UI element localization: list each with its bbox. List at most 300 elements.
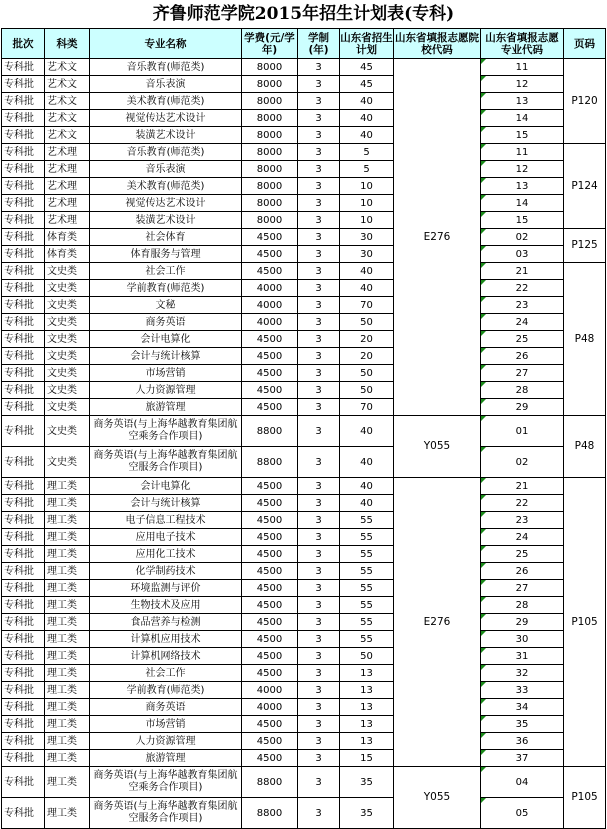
cell-zydm [481, 733, 564, 750]
cell-jh: 45 [340, 76, 394, 93]
cell-xf: 8000 [242, 59, 298, 76]
cell-kl: 体育类 [45, 229, 90, 246]
cell-jh: 55 [340, 529, 394, 546]
green-triangle-marker-icon [481, 348, 486, 353]
table-row [2, 178, 606, 195]
cell-zydm [481, 699, 564, 716]
cell-ym: P125 [564, 229, 606, 263]
cell-xz: 3 [298, 478, 340, 495]
cell-jh: 30 [340, 229, 394, 246]
cell-zy: 食品营养与检测 [90, 614, 242, 631]
cell-xf: 8800 [242, 416, 298, 447]
table-row [2, 195, 606, 212]
green-triangle-marker-icon [481, 297, 486, 302]
cell-kl: 理工类 [45, 798, 90, 829]
table-row [2, 597, 606, 614]
cell-kl: 艺术理 [45, 161, 90, 178]
cell-xz: 3 [298, 631, 340, 648]
green-triangle-marker-icon [481, 682, 486, 687]
cell-jh: 55 [340, 512, 394, 529]
cell-xf: 4500 [242, 563, 298, 580]
cell-xz: 3 [298, 546, 340, 563]
header-yxdm: 山东省填报志愿院校代码 [394, 29, 481, 59]
cell-zydm-text: 30 [515, 633, 529, 645]
cell-xz: 3 [298, 716, 340, 733]
cell-zy: 音乐教育(师范类) [90, 59, 242, 76]
cell-zydm-text: 35 [515, 718, 529, 730]
cell-xz: 3 [298, 798, 340, 829]
cell-zydm [481, 798, 564, 829]
header-row [2, 29, 606, 59]
cell-jh: 40 [340, 110, 394, 127]
cell-zydm-text: 22 [515, 282, 529, 294]
cell-zydm-text: 21 [515, 265, 529, 277]
cell-xz: 3 [298, 416, 340, 447]
cell-zydm-text: 29 [515, 616, 529, 628]
cell-pc: 专科批 [2, 665, 45, 682]
cell-zy: 音乐表演 [90, 76, 242, 93]
cell-xz: 3 [298, 110, 340, 127]
cell-xz: 3 [298, 382, 340, 399]
table-row [2, 546, 606, 563]
cell-kl: 艺术文 [45, 93, 90, 110]
cell-xf: 4500 [242, 733, 298, 750]
table-row [2, 314, 606, 331]
cell-zy: 商务英语 [90, 699, 242, 716]
cell-zydm-text: 25 [515, 333, 529, 345]
green-triangle-marker-icon [481, 178, 486, 183]
table-row [2, 631, 606, 648]
cell-zy: 计算机网络技术 [90, 648, 242, 665]
cell-kl: 艺术文 [45, 110, 90, 127]
cell-zy: 应用电子技术 [90, 529, 242, 546]
table-row [2, 212, 606, 229]
header-pc: 批次 [2, 29, 45, 59]
table-row [2, 767, 606, 798]
table-row [2, 580, 606, 597]
cell-xf: 8000 [242, 212, 298, 229]
cell-yxdm: E276 [394, 59, 481, 416]
cell-xf: 4500 [242, 665, 298, 682]
cell-zydm-text: 14 [515, 112, 529, 124]
cell-zydm [481, 280, 564, 297]
cell-jh: 40 [340, 263, 394, 280]
cell-jh: 40 [340, 416, 394, 447]
cell-kl: 体育类 [45, 246, 90, 263]
cell-zydm-text: 05 [515, 807, 529, 819]
cell-xf: 4500 [242, 382, 298, 399]
cell-zydm-text: 13 [515, 95, 529, 107]
cell-jh: 40 [340, 495, 394, 512]
cell-pc: 专科批 [2, 614, 45, 631]
table-row [2, 246, 606, 263]
cell-zy: 学前教育(师范类) [90, 682, 242, 699]
header-zydm: 山东省填报志愿专业代码 [481, 29, 564, 59]
cell-xf: 8800 [242, 798, 298, 829]
green-triangle-marker-icon [481, 495, 486, 500]
cell-kl: 理工类 [45, 750, 90, 767]
cell-zydm-text: 31 [515, 650, 529, 662]
cell-xz: 3 [298, 314, 340, 331]
cell-pc: 专科批 [2, 597, 45, 614]
cell-jh: 35 [340, 767, 394, 798]
cell-zydm-text: 29 [515, 401, 529, 413]
cell-kl: 文史类 [45, 399, 90, 416]
green-triangle-marker-icon [481, 399, 486, 404]
table-row [2, 682, 606, 699]
cell-zydm-text: 37 [515, 752, 529, 764]
cell-jh: 55 [340, 614, 394, 631]
cell-jh: 10 [340, 178, 394, 195]
cell-xf: 4500 [242, 399, 298, 416]
cell-kl: 文史类 [45, 365, 90, 382]
cell-zydm-text: 13 [515, 180, 529, 192]
green-triangle-marker-icon [481, 365, 486, 370]
green-triangle-marker-icon [481, 597, 486, 602]
cell-xf: 4000 [242, 699, 298, 716]
cell-kl: 文史类 [45, 297, 90, 314]
cell-xz: 3 [298, 614, 340, 631]
cell-zy: 应用化工技术 [90, 546, 242, 563]
cell-xf: 4500 [242, 631, 298, 648]
green-triangle-marker-icon [481, 665, 486, 670]
table-row [2, 161, 606, 178]
cell-jh: 50 [340, 382, 394, 399]
cell-pc: 专科批 [2, 478, 45, 495]
cell-zydm [481, 314, 564, 331]
cell-xz: 3 [298, 767, 340, 798]
cell-xz: 3 [298, 597, 340, 614]
cell-xz: 3 [298, 399, 340, 416]
table-row [2, 495, 606, 512]
cell-zydm-text: 21 [515, 480, 529, 492]
green-triangle-marker-icon [481, 767, 486, 772]
cell-xz: 3 [298, 246, 340, 263]
cell-zy: 环境监测与评价 [90, 580, 242, 597]
cell-pc: 专科批 [2, 365, 45, 382]
table-row [2, 733, 606, 750]
cell-kl: 文史类 [45, 314, 90, 331]
cell-zydm-text: 04 [515, 776, 529, 788]
header-zy: 专业名称 [90, 29, 242, 59]
cell-xz: 3 [298, 733, 340, 750]
green-triangle-marker-icon [481, 546, 486, 551]
table-row [2, 716, 606, 733]
cell-pc: 专科批 [2, 682, 45, 699]
green-triangle-marker-icon [481, 263, 486, 268]
header-xf: 学费(元/学年) [242, 29, 298, 59]
cell-jh: 55 [340, 597, 394, 614]
green-triangle-marker-icon [481, 127, 486, 132]
cell-ym: P105 [564, 767, 606, 829]
cell-zydm [481, 416, 564, 447]
cell-kl: 艺术理 [45, 212, 90, 229]
cell-zydm [481, 767, 564, 798]
cell-zy: 商务英语(与上海华越教育集团航空服务合作项目) [90, 447, 242, 478]
cell-xf: 4000 [242, 682, 298, 699]
cell-ym: P48 [564, 416, 606, 478]
cell-xz: 3 [298, 178, 340, 195]
cell-jh: 20 [340, 348, 394, 365]
cell-zy: 音乐教育(师范类) [90, 144, 242, 161]
cell-jh: 13 [340, 699, 394, 716]
cell-kl: 理工类 [45, 767, 90, 798]
cell-kl: 理工类 [45, 733, 90, 750]
cell-zy: 人力资源管理 [90, 382, 242, 399]
cell-pc: 专科批 [2, 648, 45, 665]
cell-zydm [481, 161, 564, 178]
cell-xz: 3 [298, 750, 340, 767]
cell-zydm [481, 127, 564, 144]
green-triangle-marker-icon [481, 716, 486, 721]
cell-xf: 4000 [242, 314, 298, 331]
table-row [2, 127, 606, 144]
cell-pc: 专科批 [2, 529, 45, 546]
cell-zydm-text: 24 [515, 531, 529, 543]
green-triangle-marker-icon [481, 144, 486, 149]
cell-xf: 4000 [242, 280, 298, 297]
header-kl: 科类 [45, 29, 90, 59]
cell-pc: 专科批 [2, 767, 45, 798]
cell-xz: 3 [298, 365, 340, 382]
cell-pc: 专科批 [2, 563, 45, 580]
cell-zydm-text: 23 [515, 299, 529, 311]
cell-jh: 50 [340, 314, 394, 331]
cell-pc: 专科批 [2, 716, 45, 733]
cell-zydm-text: 12 [515, 78, 529, 90]
cell-zy: 社会体育 [90, 229, 242, 246]
cell-zydm [481, 59, 564, 76]
cell-jh: 40 [340, 93, 394, 110]
green-triangle-marker-icon [481, 280, 486, 285]
green-triangle-marker-icon [481, 699, 486, 704]
cell-jh: 5 [340, 144, 394, 161]
cell-pc: 专科批 [2, 144, 45, 161]
green-triangle-marker-icon [481, 416, 486, 421]
table-row [2, 365, 606, 382]
cell-zydm [481, 399, 564, 416]
green-triangle-marker-icon [481, 529, 486, 534]
cell-jh: 35 [340, 798, 394, 829]
cell-jh: 55 [340, 631, 394, 648]
table-row [2, 59, 606, 76]
cell-zydm [481, 365, 564, 382]
green-triangle-marker-icon [481, 93, 486, 98]
cell-kl: 理工类 [45, 546, 90, 563]
green-triangle-marker-icon [481, 110, 486, 115]
cell-xf: 4000 [242, 297, 298, 314]
cell-kl: 文史类 [45, 348, 90, 365]
cell-zy: 市场营销 [90, 716, 242, 733]
cell-zydm [481, 631, 564, 648]
green-triangle-marker-icon [481, 195, 486, 200]
table-row [2, 563, 606, 580]
cell-xf: 4500 [242, 580, 298, 597]
cell-zydm-text: 12 [515, 163, 529, 175]
cell-zydm-text: 34 [515, 701, 529, 713]
cell-pc: 专科批 [2, 127, 45, 144]
cell-xz: 3 [298, 297, 340, 314]
green-triangle-marker-icon [481, 229, 486, 234]
table-row [2, 297, 606, 314]
cell-ym: P120 [564, 59, 606, 144]
green-triangle-marker-icon [481, 382, 486, 387]
cell-pc: 专科批 [2, 314, 45, 331]
cell-pc: 专科批 [2, 59, 45, 76]
cell-xz: 3 [298, 144, 340, 161]
header-xz: 学制(年) [298, 29, 340, 59]
cell-ym: P124 [564, 144, 606, 229]
cell-zydm [481, 716, 564, 733]
cell-zydm-text: 28 [515, 384, 529, 396]
cell-zy: 社会工作 [90, 665, 242, 682]
cell-xz: 3 [298, 512, 340, 529]
cell-zydm [481, 529, 564, 546]
cell-zydm [481, 297, 564, 314]
cell-zydm [481, 195, 564, 212]
cell-zydm-text: 24 [515, 316, 529, 328]
table-row [2, 229, 606, 246]
cell-jh: 10 [340, 195, 394, 212]
green-triangle-marker-icon [481, 750, 486, 755]
cell-zydm-text: 02 [515, 456, 529, 468]
enrollment-plan-table [1, 28, 606, 829]
table-row [2, 263, 606, 280]
green-triangle-marker-icon [481, 631, 486, 636]
green-triangle-marker-icon [481, 478, 486, 483]
cell-kl: 文史类 [45, 263, 90, 280]
green-triangle-marker-icon [481, 314, 486, 319]
cell-zydm [481, 348, 564, 365]
cell-jh: 40 [340, 447, 394, 478]
cell-zydm-text: 26 [515, 565, 529, 577]
cell-pc: 专科批 [2, 212, 45, 229]
cell-zydm-text: 36 [515, 735, 529, 747]
cell-jh: 70 [340, 399, 394, 416]
cell-jh: 40 [340, 127, 394, 144]
cell-zy: 旅游管理 [90, 399, 242, 416]
table-row [2, 93, 606, 110]
header-jh: 山东省招生计划 [340, 29, 394, 59]
cell-jh: 55 [340, 580, 394, 597]
cell-zydm [481, 447, 564, 478]
cell-xz: 3 [298, 529, 340, 546]
cell-zy: 计算机应用技术 [90, 631, 242, 648]
cell-xf: 4500 [242, 331, 298, 348]
cell-zydm [481, 648, 564, 665]
cell-pc: 专科批 [2, 750, 45, 767]
green-triangle-marker-icon [481, 648, 486, 653]
cell-xf: 4500 [242, 614, 298, 631]
cell-zydm [481, 614, 564, 631]
cell-kl: 理工类 [45, 716, 90, 733]
cell-zydm [481, 495, 564, 512]
cell-xf: 4500 [242, 648, 298, 665]
cell-zydm [481, 93, 564, 110]
cell-yxdm: E276 [394, 478, 481, 767]
cell-xz: 3 [298, 699, 340, 716]
green-triangle-marker-icon [481, 447, 486, 452]
cell-kl: 理工类 [45, 597, 90, 614]
cell-zydm-text: 28 [515, 599, 529, 611]
cell-xf: 8000 [242, 76, 298, 93]
table-row [2, 76, 606, 93]
cell-ym: P48 [564, 263, 606, 416]
cell-xz: 3 [298, 348, 340, 365]
table-row [2, 382, 606, 399]
cell-ym: P105 [564, 478, 606, 767]
cell-xz: 3 [298, 161, 340, 178]
cell-kl: 理工类 [45, 512, 90, 529]
cell-xz: 3 [298, 495, 340, 512]
cell-kl: 理工类 [45, 580, 90, 597]
cell-jh: 70 [340, 297, 394, 314]
cell-zydm [481, 478, 564, 495]
cell-kl: 理工类 [45, 495, 90, 512]
cell-xz: 3 [298, 59, 340, 76]
cell-zy: 文秘 [90, 297, 242, 314]
cell-zydm [481, 750, 564, 767]
cell-zy: 体育服务与管理 [90, 246, 242, 263]
cell-pc: 专科批 [2, 580, 45, 597]
cell-zy: 美术教育(师范类) [90, 178, 242, 195]
cell-zy: 生物技术及应用 [90, 597, 242, 614]
cell-zydm-text: 15 [515, 214, 529, 226]
cell-xz: 3 [298, 76, 340, 93]
table-row [2, 416, 606, 447]
table-row [2, 348, 606, 365]
cell-xz: 3 [298, 93, 340, 110]
cell-kl: 理工类 [45, 478, 90, 495]
table-row [2, 331, 606, 348]
cell-zy: 美术教育(师范类) [90, 93, 242, 110]
cell-zydm [481, 246, 564, 263]
cell-pc: 专科批 [2, 280, 45, 297]
cell-pc: 专科批 [2, 246, 45, 263]
cell-jh: 10 [340, 212, 394, 229]
cell-zydm-text: 27 [515, 582, 529, 594]
green-triangle-marker-icon [481, 563, 486, 568]
cell-zy: 会计电算化 [90, 478, 242, 495]
cell-zydm [481, 665, 564, 682]
cell-zydm [481, 546, 564, 563]
cell-zy: 旅游管理 [90, 750, 242, 767]
cell-kl: 理工类 [45, 699, 90, 716]
cell-pc: 专科批 [2, 699, 45, 716]
cell-jh: 50 [340, 648, 394, 665]
cell-xf: 8000 [242, 93, 298, 110]
cell-pc: 专科批 [2, 382, 45, 399]
cell-xf: 8000 [242, 144, 298, 161]
cell-kl: 艺术文 [45, 76, 90, 93]
cell-zydm-text: 23 [515, 514, 529, 526]
cell-xz: 3 [298, 665, 340, 682]
cell-xf: 8000 [242, 178, 298, 195]
cell-zydm [481, 212, 564, 229]
cell-kl: 理工类 [45, 682, 90, 699]
cell-kl: 艺术理 [45, 178, 90, 195]
cell-zydm [481, 580, 564, 597]
cell-kl: 艺术文 [45, 59, 90, 76]
green-triangle-marker-icon [481, 59, 486, 64]
cell-zy: 音乐表演 [90, 161, 242, 178]
cell-pc: 专科批 [2, 331, 45, 348]
cell-jh: 40 [340, 280, 394, 297]
cell-xf: 4500 [242, 263, 298, 280]
table-row [2, 798, 606, 829]
cell-zydm [481, 76, 564, 93]
cell-zy: 商务英语(与上海华越教育集团航空服务合作项目) [90, 798, 242, 829]
